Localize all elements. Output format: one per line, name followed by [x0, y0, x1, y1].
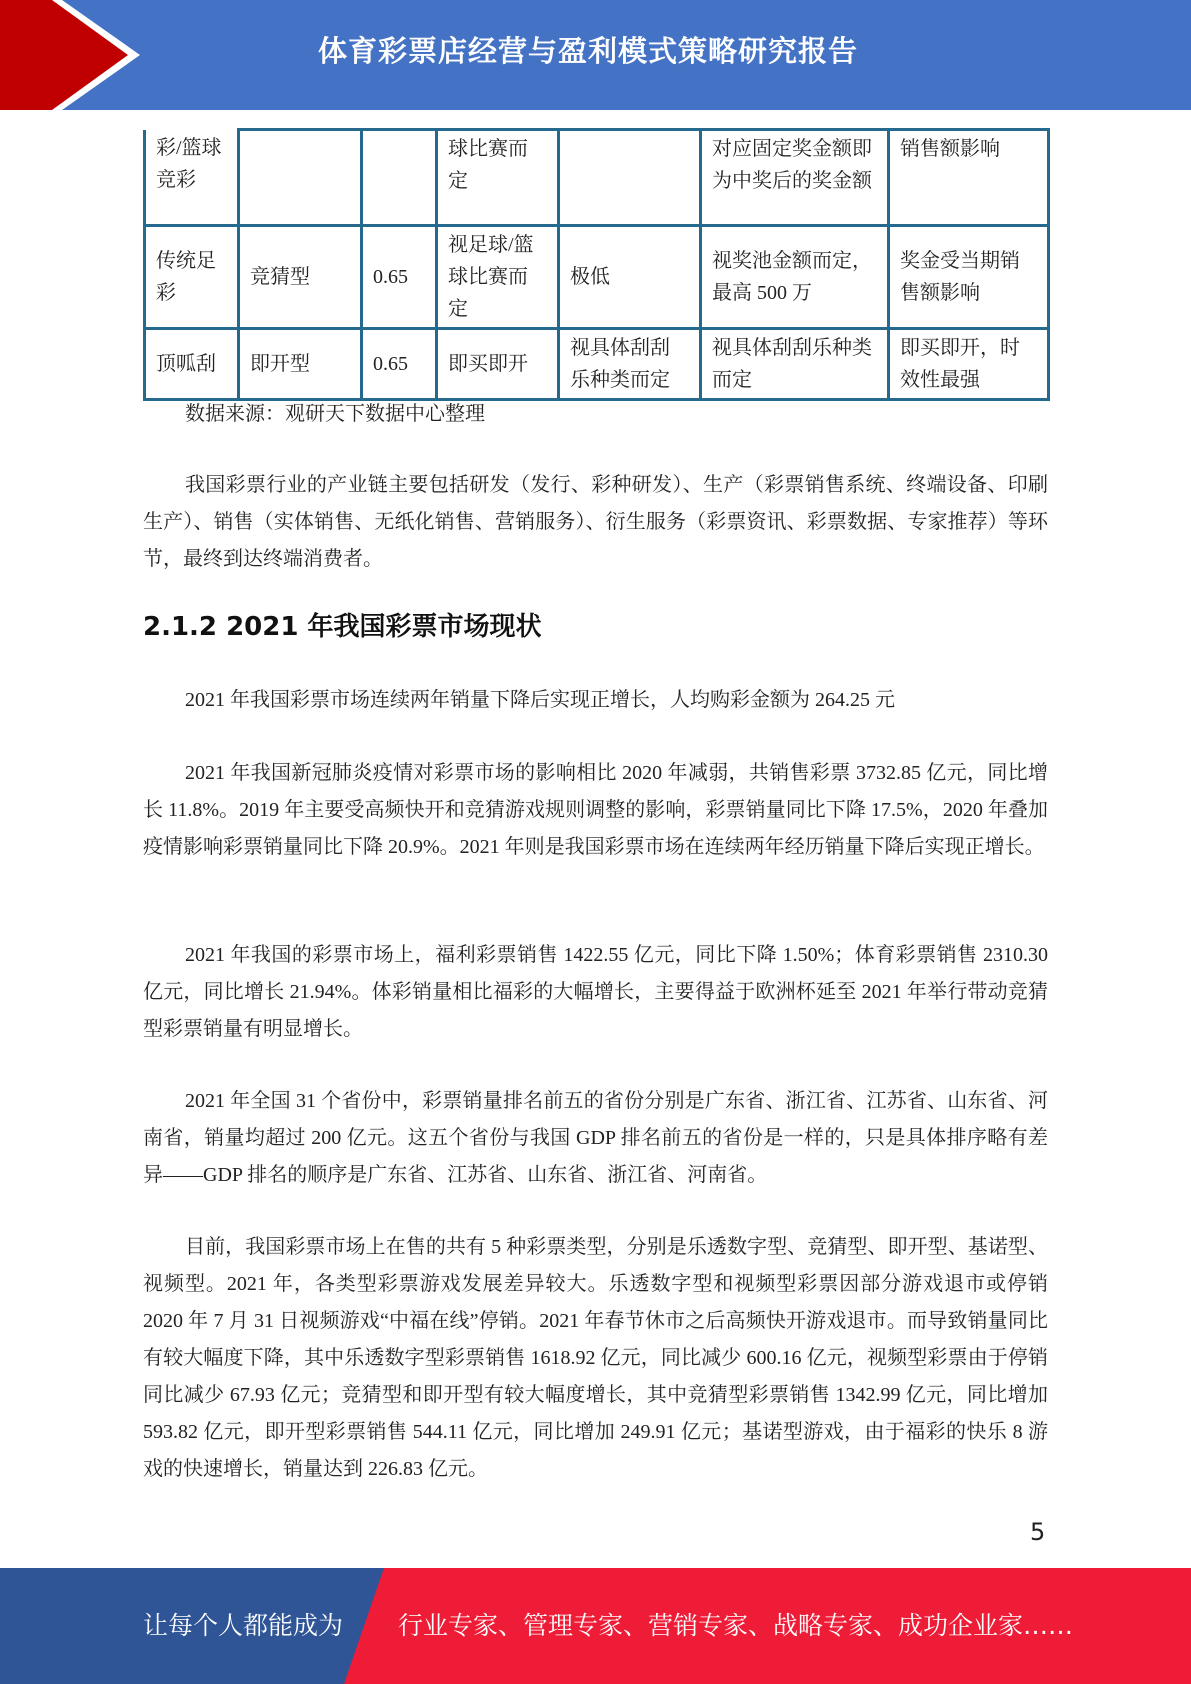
paragraph-provinces: 2021 年全国 31 个省份中，彩票销量排名前五的省份分别是广东省、浙江省、江苏省、山东省、河南省，销量均超过 200 亿元。这五个省份与我国 GDP 排名前五的省份是一样的，只是具体排序略有差异——GDP 排名的顺序是广东省、江苏省、山东省、浙江省、河南省。: [143, 1090, 1048, 1186]
table-cell: 视足球/篮球比赛而定: [437, 226, 559, 329]
table-cell: 即买即开: [437, 329, 559, 400]
table-source-note: 数据来源：观研天下数据中心整理: [185, 403, 485, 425]
table-cell: [559, 130, 701, 226]
table-cell: 奖金受当期销售额影响: [889, 226, 1049, 329]
table-cell: 视具体刮刮乐种类而定: [701, 329, 889, 400]
page-footer: [0, 1568, 1191, 1684]
paragraph-industry-chain: 我国彩票行业的产业链主要包括研发（发行、彩种研发）、生产（彩票销售系统、终端设备、印刷生产）、销售（实体销售、无纸化销售、营销服务）、衍生服务（彩票资讯、彩票数据、专家推荐）等环节，最终到达终端消费者。: [143, 474, 1048, 570]
table-cell: 即买即开，时效性最强: [889, 329, 1049, 400]
page-number: 5: [1030, 1518, 1046, 1546]
table-cell: 顶呱刮: [145, 329, 239, 400]
table-cell: 0.65: [362, 226, 437, 329]
table-cell: 0.65: [362, 329, 437, 400]
page-header: [0, 0, 1191, 110]
table-cell: 球比赛而定: [437, 130, 559, 226]
footer-slogan-left: 让每个人都能成为: [143, 1611, 344, 1640]
paragraph-summary: 2021 年我国彩票市场连续两年销量下降后实现正增长，人均购彩金额为 264.25 元: [185, 689, 895, 711]
table-cell: 彩/篮球竞彩: [145, 130, 239, 226]
table-cell: 竞猜型: [239, 226, 362, 329]
table-row: [145, 329, 1049, 400]
table-cell: 传统足彩: [145, 226, 239, 329]
table-cell: [239, 130, 362, 226]
paragraph-total-sales: 2021 年我国新冠肺炎疫情对彩票市场的影响相比 2020 年减弱，共销售彩票 3732.85 亿元，同比增长 11.8%。2019 年主要受高频快开和竞猜游戏规则调整的影响，彩票销量同比下降 17.5%，2020 年叠加疫情影响彩票销量同比下降 20.9%。2021 年则是我国彩票市场在连续两年经历销量下降后实现正增长。: [143, 762, 1048, 858]
table-row: [145, 226, 1049, 329]
report-title: 体育彩票店经营与盈利模式策略研究报告: [318, 34, 859, 68]
table-cell: 视奖池金额而定，最高 500 万: [701, 226, 889, 329]
paragraph-lottery-types: 目前，我国彩票市场上在售的共有 5 种彩票类型，分别是乐透数字型、竞猜型、即开型、基诺型、视频型。2021 年，各类型彩票游戏发展差异较大。乐透数字型和视频型彩票因部分游戏退市或停销 2020 年 7 月 31 日视频游戏“中福在线”停销。2021 年春节休市之后高频快开游戏退市。而导致销量同比有较大幅度下降，其中乐透数字型彩票销售 1618.92 亿元，同比减少 600.16 亿元，视频型彩票由于停销同比减少 67.93 亿元；竞猜型和即开型有较大幅度增长，其中竞猜型彩票销售 1342.99 亿元，同比增加 593.82 亿元，即开型彩票销售 544.11 亿元，同比增加 249.91 亿元；基诺型游戏，由于福彩的快乐 8 游戏的快速增长，销量达到 226.83 亿元。: [143, 1236, 1048, 1480]
table-cell: [362, 130, 437, 226]
footer-slogan-right: 行业专家、管理专家、营销专家、战略专家、成功企业家……: [398, 1611, 1074, 1640]
paragraph-welfare-sports: 2021 年我国的彩票市场上，福利彩票销售 1422.55 亿元，同比下降 1.50%；体育彩票销售 2310.30 亿元，同比增长 21.94%。体彩销量相比福彩的大幅增长，主要得益于欧洲杯延至 2021 年举行带动竞猜型彩票销量有明显增长。: [143, 944, 1048, 1040]
table-cell: 极低: [559, 226, 701, 329]
table-cell: 视具体刮刮乐种类而定: [559, 329, 701, 400]
table-row: [145, 130, 1049, 226]
header-chevron-decoration: [0, 0, 160, 110]
table-cell: 即开型: [239, 329, 362, 400]
table-cell: 销售额影响: [889, 130, 1049, 226]
section-heading: 2.1.2 2021 年我国彩票市场现状: [143, 612, 542, 642]
lottery-types-table: [143, 128, 1050, 401]
table-cell: 对应固定奖金额即为中奖后的奖金额: [701, 130, 889, 226]
